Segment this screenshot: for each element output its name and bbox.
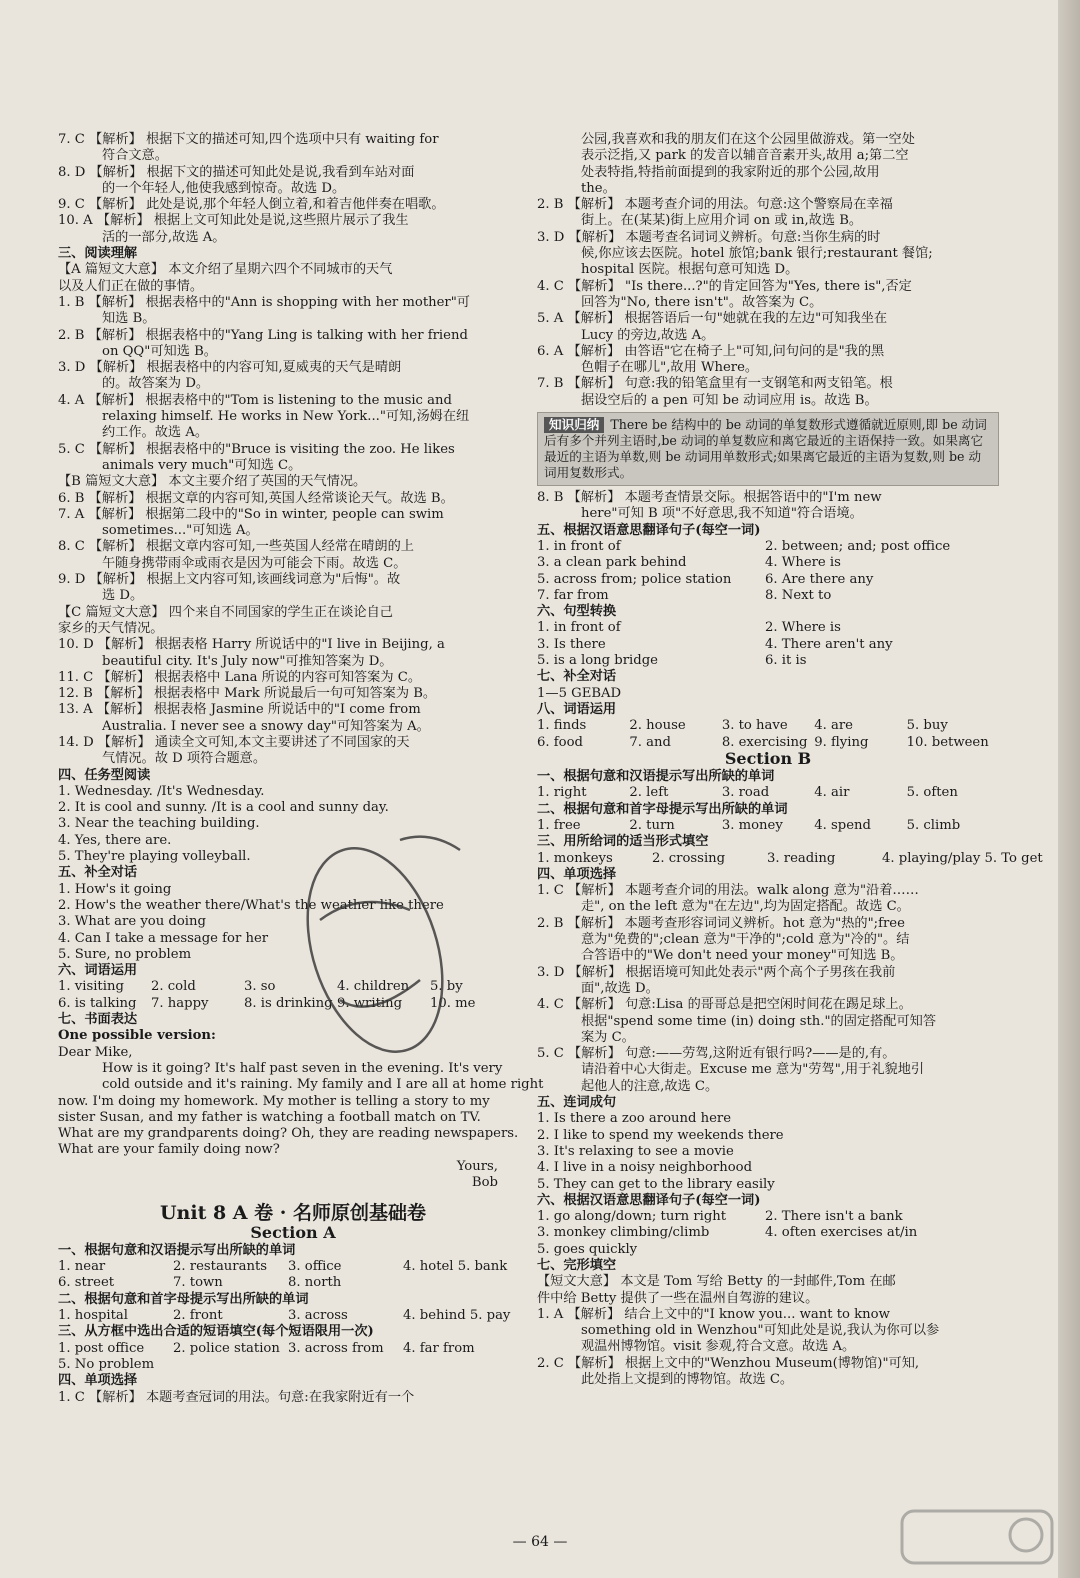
- answer-cell: 1. go along/down; turn right: [537, 1209, 727, 1225]
- answer-line: 7. B 【解析】 句意:我的铅笔盒里有一支钢笔和两支铅笔。根: [537, 376, 893, 392]
- answer-line: 选 D。: [102, 588, 144, 604]
- answer-cell: 3. money: [721, 817, 783, 833]
- answer-cell: 9. writing: [337, 995, 403, 1011]
- answer-line: 回答为"No, there isn't"。故答案为 C。: [581, 294, 823, 310]
- answer-line: 4. C 【解析】 句意:Lisa 的哥哥总是把空闲时间花在踢足球上。: [537, 997, 912, 1013]
- answer-cell: 1. in front of: [537, 620, 621, 636]
- answer-line: 1. How's it going: [58, 881, 172, 897]
- answer-line: 观温州博物馆。visit 参观,符合文意。故选 A。: [581, 1339, 856, 1355]
- answer-line: Lucy 的旁边,故选 A。: [581, 327, 715, 343]
- answer-cell: 4. are: [814, 718, 853, 734]
- answer-line: 面",故选 D。: [581, 980, 659, 996]
- answer-line: 公园,我喜欢和我的朋友们在这个公园里做游戏。第一空处: [581, 132, 915, 147]
- answer-line: 5. No problem: [58, 1356, 155, 1372]
- answer-cell: 5. is a long bridge: [537, 653, 658, 669]
- answer-line: 气情况。故 D 项符合题意。: [102, 751, 267, 767]
- answer-cell: 3. monkey climbing/climb: [537, 1225, 710, 1241]
- answer-cell: 8. Next to: [765, 587, 832, 603]
- answer-cell: 3. to have: [721, 718, 788, 734]
- left-column: [58, 132, 544, 1406]
- answer-cell: 1. monkeys: [537, 850, 613, 866]
- answer-line: relaxing himself. He works in New York..."可知,汤姆在纽: [102, 409, 470, 425]
- answer-line: Bob: [471, 1175, 498, 1190]
- answer-row: [537, 572, 999, 588]
- answer-cell: 3. so: [244, 979, 276, 995]
- answer-line: 5. C 【解析】 句意:——劳驾,这附近有银行吗?——是的,有。: [537, 1046, 896, 1062]
- answer-line: 据设空后的 a pen 可知 be 动词应用 is。故选 B。: [581, 392, 878, 408]
- section-heading: 三、用所给词的适当形式填空: [537, 834, 709, 850]
- answer-line: 5. Sure, no problem: [58, 946, 192, 962]
- answer-line: 【A 篇短文大意】 本文介绍了星期六四个不同城市的天气: [58, 262, 393, 278]
- answer-row: [58, 1341, 528, 1357]
- section-heading: 四、任务型阅读: [58, 767, 151, 783]
- answer-cell: 1. hospital: [58, 1308, 129, 1324]
- answer-cell: 1. post office: [58, 1340, 145, 1356]
- answer-cell: 4. often exercises at/in: [765, 1225, 918, 1241]
- section-heading: 五、根据汉语意思翻译句子(每空一词): [537, 522, 761, 538]
- answer-cell: 3. Is there: [537, 636, 606, 652]
- section-heading: 二、根据句意和首字母提示写出所缺的单词: [537, 801, 788, 817]
- answer-row: [537, 637, 999, 653]
- answer-cell: 1. near: [58, 1259, 106, 1275]
- answer-row: [58, 1308, 528, 1324]
- answer-line: here"可知 B 项"不好意思,我不知道"符合语境。: [581, 506, 863, 522]
- section-heading: 四、单项选择: [537, 866, 617, 882]
- answer-cell: 6. is talking: [58, 995, 137, 1011]
- answer-cell: 1. free: [537, 817, 581, 833]
- answer-line: 2. I like to spend my weekends there: [537, 1127, 784, 1143]
- answer-line: animals very much"可知选 C。: [102, 457, 302, 473]
- answer-line: 符合文意。: [102, 148, 168, 164]
- answer-line: now. I'm doing my homework. My mother is telling a story to my: [58, 1093, 490, 1109]
- answer-cell: [403, 1275, 518, 1291]
- answer-line: 3. It's relaxing to see a movie: [537, 1143, 734, 1159]
- answer-line: beautiful city. It's July now"可推知答案为 D。: [102, 653, 393, 669]
- answer-cell: 2. restaurants: [173, 1259, 268, 1275]
- answer-cell: 5. buy: [906, 718, 948, 734]
- section-heading: 七、书面表达: [58, 1012, 138, 1028]
- answer-line: 5. They can get to the library easily: [537, 1176, 775, 1192]
- answer-line: 3. What are you doing: [58, 914, 206, 930]
- section-heading: One possible version:: [58, 1028, 216, 1044]
- answer-line: on QQ"可知选 B。: [102, 343, 217, 359]
- answer-line: 起他人的注意,故选 C。: [581, 1078, 719, 1094]
- answer-cell: 5. climb: [906, 817, 961, 833]
- answer-row: [537, 818, 999, 834]
- answer-cell: 3. road: [721, 785, 770, 801]
- answer-line: 4. I live in a noisy neighborhood: [537, 1160, 753, 1176]
- answer-line: 4. C 【解析】 "Is there...?"的肯定回答为"Yes, there is",否定: [537, 278, 912, 294]
- answer-line: 色帽子在哪儿",故用 Where。: [581, 360, 759, 376]
- answer-cell: 2. police station: [173, 1340, 280, 1356]
- right-answers-continued: [537, 490, 999, 751]
- unit8-section-a-answers: [58, 1243, 528, 1406]
- answer-line: 的。故答案为 D。: [102, 376, 210, 392]
- answer-line: 午随身携带雨伞或雨衣是因为可能会下雨。故选 C。: [102, 555, 407, 571]
- answer-line: 5. They're playing volleyball.: [58, 849, 251, 865]
- answer-cell: 2. Where is: [765, 620, 841, 636]
- answer-line: 3. D 【解析】 根据表格中的内容可知,夏威夷的天气是晴朗: [58, 360, 402, 376]
- answer-cell: 1. finds: [537, 718, 587, 734]
- answer-line: Dear Mike,: [58, 1044, 133, 1060]
- answer-line: 候,你应该去医院。hotel 旅馆;bank 银行;restaurant 餐馆;: [581, 246, 933, 262]
- answer-cell: 2. house: [629, 718, 686, 734]
- answer-line: 3. Near the teaching building.: [58, 816, 260, 832]
- answer-cell: 3. office: [288, 1259, 342, 1275]
- answer-line: 以及人们正在做的事情。: [58, 278, 204, 294]
- answer-line: 1. Wednesday. /It's Wednesday.: [58, 783, 265, 799]
- answer-row: [58, 1259, 528, 1275]
- answer-row: [537, 539, 999, 555]
- answer-cell: 1. visiting: [58, 979, 124, 995]
- answer-line: sometimes..."可知选 A。: [102, 523, 259, 539]
- knowledge-summary-title: 知识归纳: [544, 417, 604, 433]
- answer-line: 10. A 【解析】 根据上文可知此处是说,这些照片展示了我生: [58, 213, 409, 229]
- answer-line: 案为 C。: [581, 1029, 635, 1045]
- answer-line: 1. Is there a zoo around here: [537, 1111, 732, 1127]
- answer-row: [537, 1225, 999, 1241]
- section-heading: 七、补全对话: [537, 669, 617, 685]
- answer-row: [537, 555, 999, 571]
- answer-line: 【B 篇短文大意】 本文主要介绍了英国的天气情况。: [58, 474, 367, 490]
- section-heading: 四、单项选择: [58, 1373, 138, 1389]
- answer-line: 知选 B。: [102, 311, 156, 327]
- answer-line: 6. A 【解析】 由答语"它在椅子上"可知,问句问的是"我的黑: [537, 343, 885, 359]
- answer-line: 1. B 【解析】 根据表格中的"Ann is shopping with her mother"可: [58, 294, 470, 310]
- answer-line: 家乡的天气情况。: [58, 620, 164, 636]
- section-heading: 六、词语运用: [58, 963, 138, 979]
- answer-line: 件中给 Betty 提供了一些在温州自驾游的建议。: [537, 1290, 819, 1306]
- answer-line: What are my grandparents doing? Oh, they are reading newspapers.: [58, 1126, 519, 1142]
- answer-line: 2. B 【解析】 本题考查介词的用法。句意:这个警察局在幸福: [537, 197, 893, 213]
- answer-line: 2. It is cool and sunny. /It is a cool and sunny day.: [58, 800, 389, 816]
- answer-line: How is it going? It's half past seven in the evening. It's very: [102, 1060, 503, 1076]
- answer-line: 1. C 【解析】 本题考查介词的用法。walk along 意为"沿着……: [537, 883, 919, 899]
- section-heading: 三、从方框中选出合适的短语填空(每个短语限用一次): [58, 1324, 374, 1340]
- answer-line: 7. A 【解析】 根据第二段中的"So in winter, people can swim: [58, 506, 444, 522]
- answer-row: [537, 620, 999, 636]
- answer-line: the。: [581, 180, 616, 196]
- answer-cell: 7. far from: [537, 587, 609, 603]
- answer-line: 4. Can I take a message for her: [58, 930, 269, 946]
- answer-line: 2. B 【解析】 根据表格中的"Yang Ling is talking with her friend: [58, 327, 468, 343]
- answer-line: 街上。在(某某)街上应用介词 on 或 in,故选 B。: [581, 213, 863, 229]
- answer-line: 走", on the left 意为"在左边",均为固定搭配。故选 C。: [581, 899, 910, 915]
- answer-cell: 2. front: [173, 1308, 223, 1324]
- answer-cell: 2. between; and; post office: [765, 538, 951, 554]
- answer-line: Yours,: [456, 1158, 498, 1174]
- answer-line: Australia. I never see a snowy day"可知答案为 A。: [102, 718, 430, 734]
- answer-line: 1—5 GEBAD: [537, 685, 622, 701]
- answer-cell: 2. left: [629, 785, 669, 801]
- answer-line: 5. A 【解析】 根据答语后一句"她就在我的左边"可知我坐在: [537, 311, 888, 327]
- answer-line: 意为"免费的";clean 意为"干净的";cold 意为"冷的"。结: [581, 932, 910, 948]
- answer-cell: 8. is drinking: [244, 995, 333, 1011]
- answer-line: 4. Yes, there are.: [58, 832, 172, 848]
- answer-line: 1. A 【解析】 结合上文中的"I know you... want to know: [537, 1306, 890, 1322]
- answer-cell: 4. There aren't any: [765, 636, 893, 652]
- answer-line: 8. C 【解析】 根据文章内容可知,一些英国人经常在晴朗的上: [58, 539, 414, 555]
- answer-line: 2. How's the weather there/What's the weather like there: [58, 897, 444, 913]
- answer-cell: 2. There isn't a bank: [765, 1209, 903, 1225]
- answer-line: 活的一部分,故选 A。: [102, 229, 226, 245]
- answer-cell: 2. turn: [629, 817, 675, 833]
- answer-cell: 10. me: [430, 995, 476, 1011]
- answer-cell: 4. behind 5. pay: [403, 1308, 511, 1324]
- answer-cell: 2. crossing: [652, 850, 726, 866]
- answer-line: 2. B 【解析】 本题考查形容词词义辨析。hot 意为"热的";free: [537, 915, 905, 931]
- answer-line: 12. B 【解析】 根据表格中 Mark 所说最后一句可知答案为 B。: [58, 686, 437, 702]
- answer-row: [537, 850, 1043, 867]
- answer-row: [537, 1209, 999, 1225]
- answer-site-logo: [898, 1505, 1058, 1569]
- handwritten-watermark: [300, 800, 490, 1070]
- answer-cell: 5. across from; police station: [537, 571, 732, 587]
- answer-line: 4. A 【解析】 根据表格中的"Tom is listening to the music and: [58, 392, 452, 408]
- section-heading: 五、连词成句: [537, 1095, 617, 1111]
- answer-line: 【C 篇短文大意】 四个来自不同国家的学生正在谈论自己: [58, 604, 393, 620]
- answer-cell: 4. spend: [814, 817, 871, 833]
- section-heading: 六、根据汉语意思翻译句子(每空一词): [537, 1192, 761, 1208]
- answer-line: 根据"spend some time (in) doing sth."的固定搭配可知答: [581, 1013, 937, 1029]
- answer-line: 处表特指,特指前面提到的我家附近的那个公园,故用: [581, 164, 880, 180]
- answer-line: 9. D 【解析】 根据上文内容可知,该画线词意为"后悔"。故: [58, 572, 401, 588]
- answer-cell: 3. a clean park behind: [537, 555, 687, 571]
- answer-cell: 7. and: [629, 734, 671, 750]
- answer-line: 8. B 【解析】 本题考查情景交际。根据答语中的"I'm new: [537, 490, 882, 506]
- knowledge-summary-box: [537, 412, 999, 486]
- section-heading: 三、阅读理解: [58, 246, 138, 262]
- answer-row: [537, 588, 999, 604]
- answer-cell: 1. right: [537, 785, 587, 801]
- answer-cell: 5. often: [906, 785, 958, 801]
- answer-cell: 5. by: [430, 979, 463, 995]
- answer-cell: 3. across: [288, 1308, 348, 1324]
- page-edge: [1058, 0, 1080, 1578]
- answer-line: 合答语中的"We don't need your money"可知选 B。: [581, 948, 904, 964]
- answer-row: [537, 718, 999, 734]
- answer-line: What are your family doing now?: [58, 1142, 280, 1158]
- answer-cell: 3. across from: [288, 1340, 384, 1356]
- answer-row: [537, 785, 999, 801]
- answer-row: [537, 653, 999, 669]
- answer-line: 8. D 【解析】 根据下文的描述可知此处是说,我看到车站对面: [58, 164, 415, 180]
- answer-cell: 7. town: [173, 1275, 223, 1291]
- section-b-title: Section B: [724, 748, 812, 768]
- section-heading: 一、根据句意和汉语提示写出所缺的单词: [537, 769, 775, 785]
- answer-line: hospital 医院。根据句意可知选 D。: [581, 262, 799, 278]
- answer-line: 表示泛指,又 park 的发音以辅音音素开头,故用 a;第二空: [581, 148, 909, 164]
- answer-line: cold outside and it's raining. My family and I are all at home right: [102, 1077, 544, 1093]
- answer-cell: 8. exercising: [721, 734, 808, 750]
- answer-cell: 4. hotel 5. bank: [403, 1259, 508, 1275]
- answer-line: something old in Wenzhou"可知此处是说,我认为你可以参: [581, 1323, 940, 1339]
- answer-cell: 1. in front of: [537, 538, 621, 554]
- page-number: — 64 —: [512, 1534, 568, 1550]
- section-heading: 一、根据句意和汉语提示写出所缺的单词: [58, 1242, 296, 1258]
- section-heading: 八、词语运用: [537, 701, 617, 717]
- answer-cell: 3. reading: [767, 850, 836, 866]
- answer-cell: 6. food: [537, 734, 583, 750]
- section-heading: 二、根据句意和首字母提示写出所缺的单词: [58, 1291, 309, 1307]
- answer-cell: 4. children: [337, 979, 410, 995]
- answer-line: 9. C 【解析】 此处是说,那个年轻人倒立着,和着吉他伴奏在唱歌。: [58, 197, 445, 213]
- right-answers: [537, 132, 999, 409]
- right-column: [537, 132, 1043, 1388]
- answer-cell: 8. north: [288, 1275, 342, 1291]
- answer-cell: 4. far from: [403, 1340, 475, 1356]
- answer-line: 2. C 【解析】 根据上文中的"Wenzhou Museum(博物馆)"可知,: [537, 1355, 920, 1371]
- answer-cell: 4. Where is: [765, 555, 841, 571]
- answer-line: 此处指上文提到的博物馆。故选 C。: [581, 1372, 794, 1388]
- answer-cell: 6. Are there any: [765, 571, 874, 587]
- answer-cell: 10. between: [906, 734, 989, 750]
- answer-cell: 2. cold: [151, 979, 196, 995]
- answer-line: 6. B 【解析】 根据文章的内容可知,英国人经常谈论天气。故选 B。: [58, 490, 454, 506]
- answer-row: [58, 1275, 528, 1291]
- answer-line: 请沿着中心大街走。Excuse me 意为"劳驾",用于礼貌地引: [581, 1062, 925, 1078]
- answer-line: sister Susan, and my father is watching a football match on TV.: [58, 1109, 481, 1125]
- answer-cell: 4. playing/play 5. To get: [882, 850, 1043, 866]
- answer-line: 14. D 【解析】 通读全文可知,本文主要讲述了不同国家的天: [58, 734, 410, 750]
- answer-cell: 6. it is: [765, 653, 807, 669]
- section-a-title: Section A: [250, 1222, 336, 1242]
- answer-cell: 6. street: [58, 1275, 115, 1291]
- answer-line: 10. D 【解析】 根据表格 Harry 所说话中的"I live in Beijing, a: [58, 637, 445, 653]
- section-b-answers: [537, 769, 1043, 1388]
- unit-title: Unit 8 A 卷 · 名师原创基础卷: [159, 1202, 427, 1225]
- answer-line: 11. C 【解析】 根据表格中 Lana 所说的内容可知答案为 C。: [58, 669, 422, 685]
- answer-line: 13. A 【解析】 根据表格 Jasmine 所说话中的"I come from: [58, 702, 421, 718]
- answer-line: 5. goes quickly: [537, 1241, 638, 1257]
- answer-line: 约工作。故选 A。: [102, 425, 209, 441]
- answer-cell: 4. air: [814, 785, 850, 801]
- section-heading: 六、句型转换: [537, 604, 617, 620]
- answer-line: 【短文大意】 本文是 Tom 写给 Betty 的一封邮件,Tom 在邮: [537, 1274, 896, 1290]
- answer-line: 的一个年轻人,他使我感到惊奇。故选 D。: [102, 180, 346, 196]
- answer-cell: 7. happy: [151, 995, 209, 1011]
- section-heading: 五、补全对话: [58, 865, 138, 881]
- answer-line: 5. C 【解析】 根据表格中的"Bruce is visiting the zoo. He likes: [58, 441, 455, 457]
- answer-cell: 9. flying: [814, 734, 869, 750]
- answer-line: 7. C 【解析】 根据下文的描述可知,四个选项中只有 waiting for: [58, 132, 439, 147]
- answer-line: 1. C 【解析】 本题考查冠词的用法。句意:在我家附近有一个: [58, 1389, 415, 1405]
- knowledge-summary-text: There be 结构中的 be 动词的单复数形式遵循就近原则,即 be 动词后有多个并列主语时,be 动词的单复数应和离它最近的主语保持一致。如果离它最近的主语为单数,则 be 动词用单数形式;如果离它最近的主语为复数,则 be 动词用复数形式。: [544, 417, 987, 481]
- answer-line: 3. D 【解析】 根据语境可知此处表示"两个高个子男孩在我前: [537, 964, 896, 980]
- answer-line: 3. D 【解析】 本题考查名词词义辨析。句意:当你生病的时: [537, 229, 881, 245]
- section-heading: 七、完形填空: [537, 1258, 617, 1273]
